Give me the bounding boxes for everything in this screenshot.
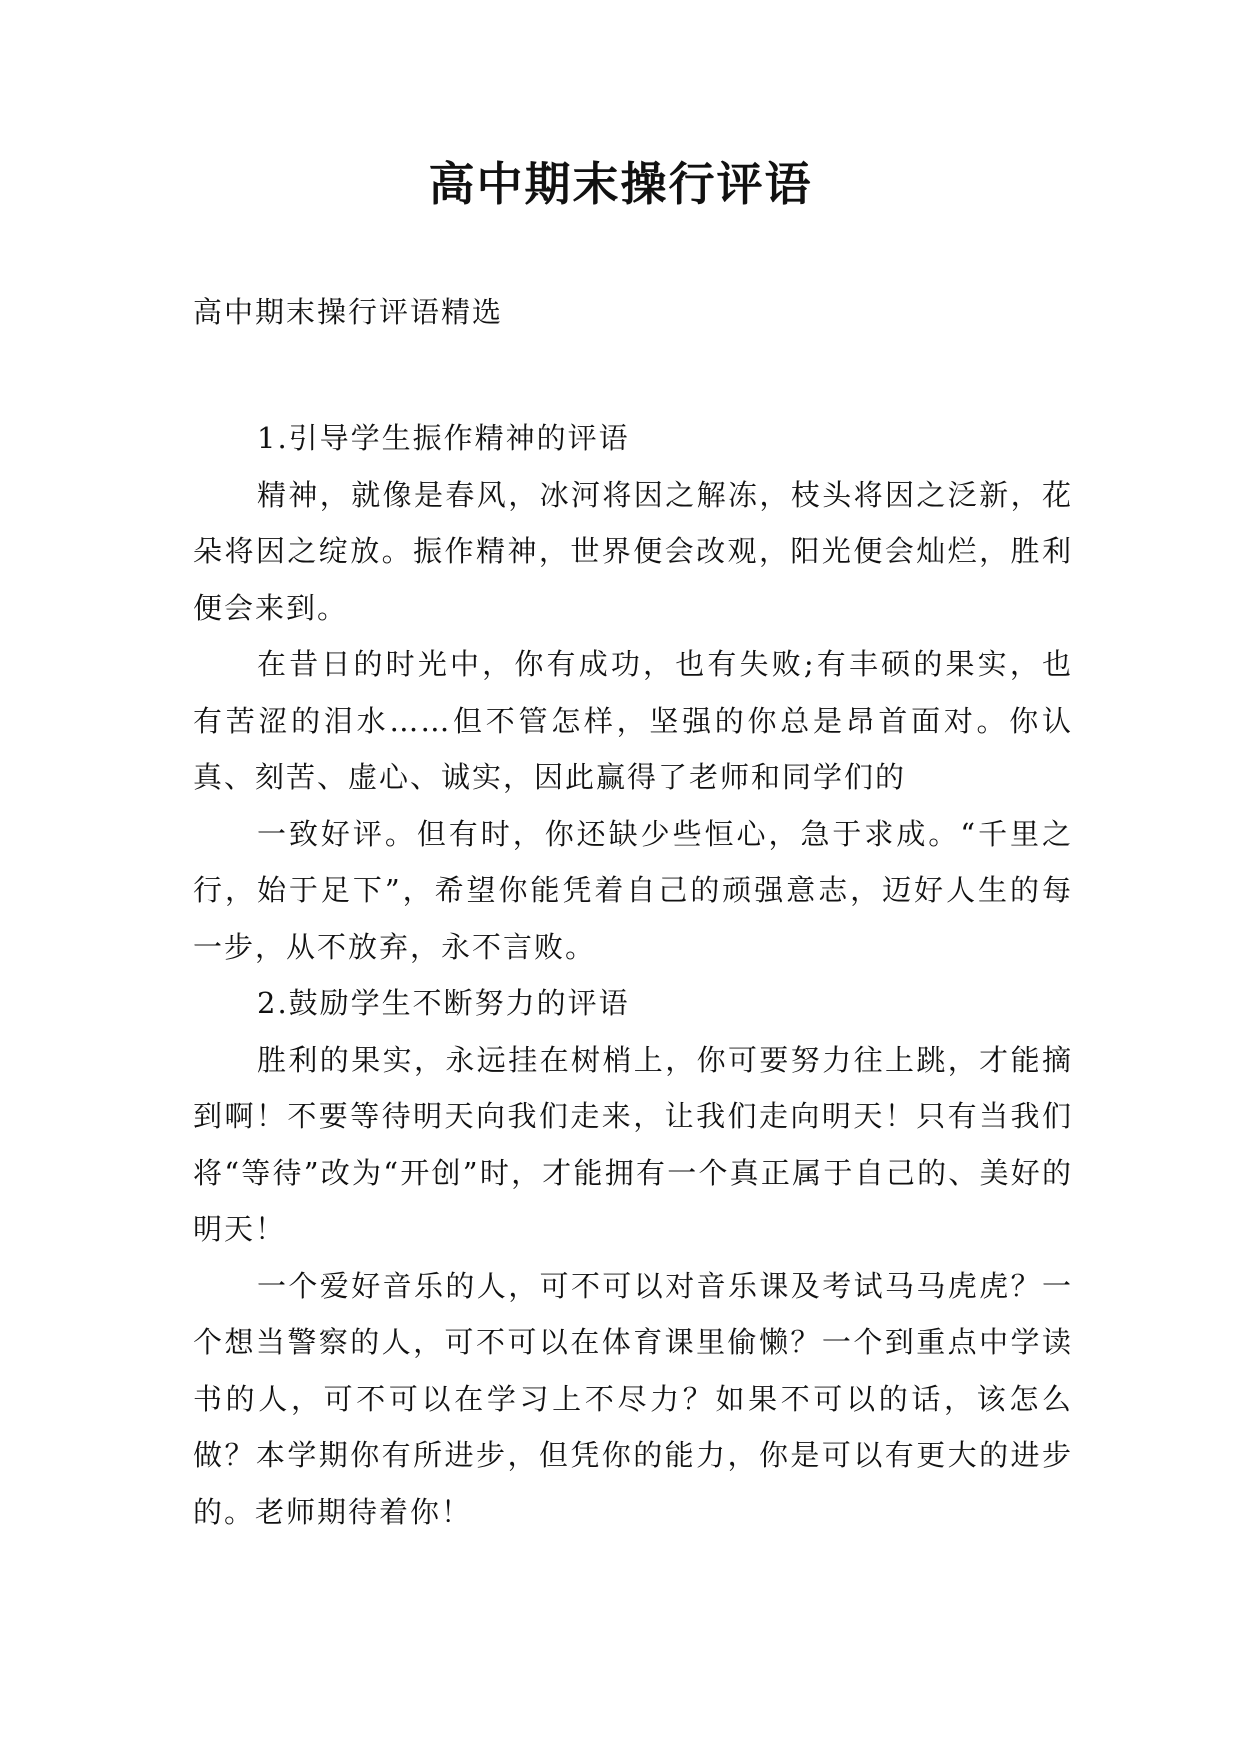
paragraph: 精神，就像是春风，冰河将因之解冻，枝头将因之泛新，花朵将因之绽放。振作精神，世界便会改观，阳光便会灿烂，胜利便会来到。	[193, 477, 1073, 625]
paragraph: 在昔日的时光中，你有成功，也有失败;有丰硕的果实，也有苦涩的泪水……但不管怎样，坚强的你总是昂首面对。你认真、刻苦、虚心、诚实，因此赢得了老师和同学们的	[193, 647, 1073, 794]
section-heading: 1.引导学生振作精神的评语	[257, 421, 630, 455]
paragraph: 胜利的果实，永远挂在树梢上，你可要努力往上跳，才能摘到啊！不要等待明天向我们走来，让我们走向明天！只有当我们将“等待”改为“开创”时，才能拥有一个真正属于自己的、美好的明天！	[193, 1042, 1073, 1246]
section-heading: 2.鼓励学生不断努力的评语	[257, 986, 630, 1020]
document-subtitle: 高中期末操行评语精选	[193, 295, 504, 329]
paragraph: 一致好评。但有时，你还缺少些恒心，急于求成。“千里之行，始于足下”，希望你能凭着自己的顽强意志，迈好人生的每一步，从不放弃，永不言败。	[193, 816, 1073, 964]
paragraph: 一个爱好音乐的人，可不可以对音乐课及考试马马虎虎？一个想当警察的人，可不可以在体育课里偷懒？一个到重点中学读书的人，可不可以在学习上不尽力？如果不可以的话，该怎么做？本学期你有所进步，但凭你的能力，你是可以有更大的进步的。老师期待着你！	[193, 1268, 1073, 1529]
section-1	[193, 410, 1073, 975]
section-2	[193, 975, 1073, 1540]
document-body	[193, 410, 1073, 1540]
document-title: 高中期末操行评语	[428, 157, 813, 211]
